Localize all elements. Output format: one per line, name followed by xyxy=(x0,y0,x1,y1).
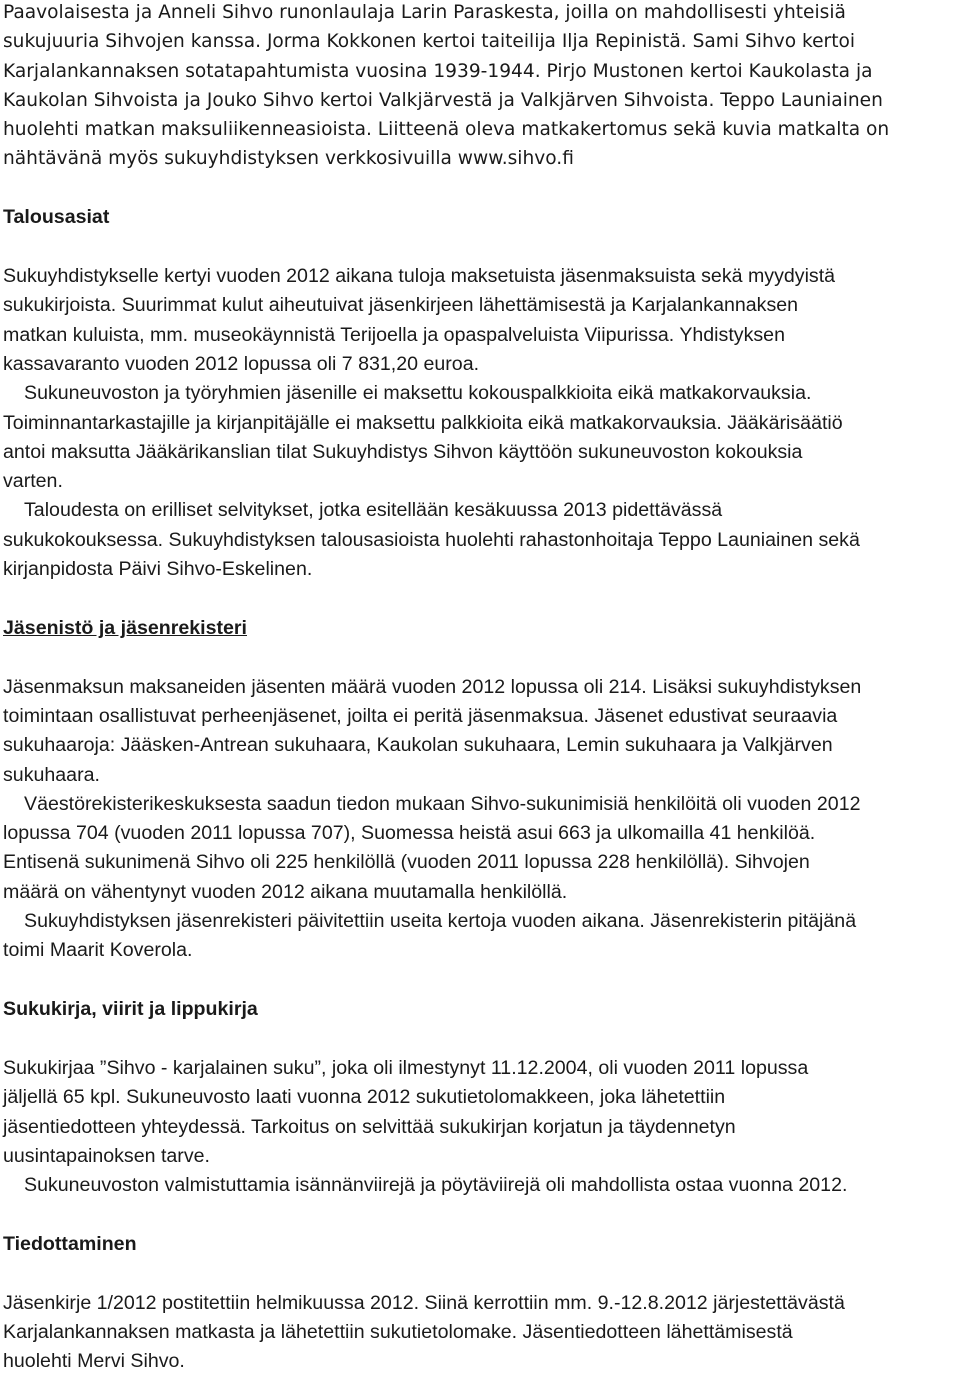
text-line: sukukokouksessa. Sukuyhdistyksen talousasioista huolehti rahastonhoitaja Teppo Launiainen sekä xyxy=(3,528,860,551)
text-line: sukuhaaroja: Jääsken-Antrean sukuhaara, Kaukolan sukuhaara, Lemin sukuhaara ja Valkjärven xyxy=(3,734,833,757)
text-line: sukuhaara. xyxy=(3,763,100,786)
sukukirja-paragraph-1 xyxy=(3,1054,958,1171)
jasenisto-paragraph-1 xyxy=(3,673,958,790)
document-page xyxy=(3,0,958,1377)
text-line: nähtävänä myös sukuyhdistyksen verkkosivuilla www.sihvo.fi xyxy=(3,148,574,170)
text-line: määrä on vähentynyt vuoden 2012 aikana muutamalla henkilöllä. xyxy=(3,880,568,903)
text-line: Taloudesta on erilliset selvitykset, jotka esitellään kesäkuussa 2013 pidettävässä xyxy=(24,499,723,522)
text-line: huolehti matkan maksuliikenneasioista. Liitteenä oleva matkakertomus sekä kuvia matkalta on xyxy=(3,119,890,141)
text-line: Väestörekisterikeskuksesta saadun tiedon mukaan Sihvo-sukunimisiä henkilöitä oli vuoden 2012 xyxy=(24,792,861,815)
text-line: varten. xyxy=(3,470,63,493)
text-line: lopussa 704 (vuoden 2011 lopussa 707), Suomessa heistä asui 663 ja ulkomailla 41 henkilöä. xyxy=(3,822,816,845)
text-line: Jäsenkirje 1/2012 postitettiin helmikuussa 2012. Siinä kerrottiin mm. 9.-12.8.2012 järjestettävästä xyxy=(3,1291,845,1314)
talous-paragraph-3 xyxy=(3,496,958,584)
text-line: Sukukirjaa ”Sihvo - karjalainen suku”, joka oli ilmestynyt 11.12.2004, oli vuoden 2011 lopussa xyxy=(3,1056,809,1079)
talous-paragraph-1 xyxy=(3,262,958,379)
tiedottaminen-paragraph-1 xyxy=(3,1289,958,1377)
text-line: Sukuneuvoston valmistuttamia isännänviirejä ja pöytäviirejä oli mahdollista ostaa vuonna 2012. xyxy=(24,1174,848,1197)
section-heading-talousasiat: Talousasiat xyxy=(3,206,110,229)
text-line: toimi Maarit Koverola. xyxy=(3,939,193,962)
text-line: Sukuyhdistyksen jäsenrekisteri päivitettiin useita kertoja vuoden aikana. Jäsenrekisterin pitäjänä xyxy=(24,910,857,933)
sukukirja-paragraph-2 xyxy=(3,1171,958,1200)
text-line: matkan kuluista, mm. museokäynnistä Terijoella ja opaspalveluista Viipurissa. Yhdistyksen xyxy=(3,323,785,346)
text-line: Karjalankannaksen matkasta ja lähetettiin sukutietolomake. Jäsentiedotteen lähettämisestä xyxy=(3,1320,793,1343)
text-line: jäsentiedotteen yhteydessä. Tarkoitus on selvittää sukukirjan korjatun ja täydennetyn xyxy=(3,1115,736,1138)
text-line: uusintapainoksen tarve. xyxy=(3,1144,210,1167)
text-line: Entisenä sukunimenä Sihvo oli 225 henkilöllä (vuoden 2011 lopussa 228 henkilöllä). Sihvojen xyxy=(3,851,810,874)
text-line: Sukuyhdistykselle kertyi vuoden 2012 aikana tuloja maksetuista jäsenmaksuista sekä myydyistä xyxy=(3,265,836,288)
jasenisto-paragraph-2 xyxy=(3,790,958,907)
jasenisto-paragraph-3 xyxy=(3,907,958,966)
text-line: Toiminnantarkastajille ja kirjanpitäjälle ei maksettu palkkioita eikä matkakorvauksia. Jääkärisäätiö xyxy=(3,411,843,434)
intro-paragraph xyxy=(3,0,958,174)
text-line: kassavaranto vuoden 2012 lopussa oli 7 831,20 euroa. xyxy=(3,352,480,375)
text-line: antoi maksutta Jääkärikanslian tilat Sukuyhdistys Sihvon käyttöön sukuneuvoston kokouksia xyxy=(3,440,803,463)
text-line: huolehti Mervi Sihvo. xyxy=(3,1350,185,1373)
talous-paragraph-2 xyxy=(3,379,958,496)
text-line: sukujuuria Sihvojen kanssa. Jorma Kokkonen kertoi taiteilija Ilja Repinistä. Sami Sihvo kertoi xyxy=(3,31,856,53)
section-heading-jasenisto: Jäsenistö ja jäsenrekisteri xyxy=(3,616,247,639)
text-line: Paavolaisesta ja Anneli Sihvo runonlaulaja Larin Paraskesta, joilla on mahdollisesti yhteisiä xyxy=(3,2,846,23)
text-line: sukukirjoista. Suurimmat kulut aiheutuivat jäsenkirjeen lähettämisestä ja Karjalankannaksen xyxy=(3,294,799,317)
section-heading-sukukirja: Sukukirja, viirit ja lippukirja xyxy=(3,998,258,1021)
text-line: Sukuneuvoston ja työryhmien jäsenille ei maksettu kokouspalkkioita eikä matkakorvauksia. xyxy=(24,382,812,405)
text-line: Jäsenmaksun maksaneiden jäsenten määrä vuoden 2012 lopussa oli 214. Lisäksi sukuyhdistyksen xyxy=(3,675,862,698)
text-line: kirjanpidosta Päivi Sihvo-Eskelinen. xyxy=(3,558,313,581)
text-line: jäljellä 65 kpl. Sukuneuvosto laati vuonna 2012 sukutietolomakkeen, joka lähetettiin xyxy=(3,1086,726,1109)
text-line: toimintaan osallistuvat perheenjäsenet, joilta ei peritä jäsenmaksua. Jäsenet edustivat seuraavia xyxy=(3,704,838,727)
text-line: Kaukolan Sihvoista ja Jouko Sihvo kertoi Valkjärvestä ja Valkjärven Sihvoista. Teppo Launiainen xyxy=(3,89,883,111)
section-heading-tiedottaminen: Tiedottaminen xyxy=(3,1232,137,1255)
text-line: Karjalankannaksen sotatapahtumista vuosina 1939-1944. Pirjo Mustonen kertoi Kaukolasta ja xyxy=(3,60,873,82)
